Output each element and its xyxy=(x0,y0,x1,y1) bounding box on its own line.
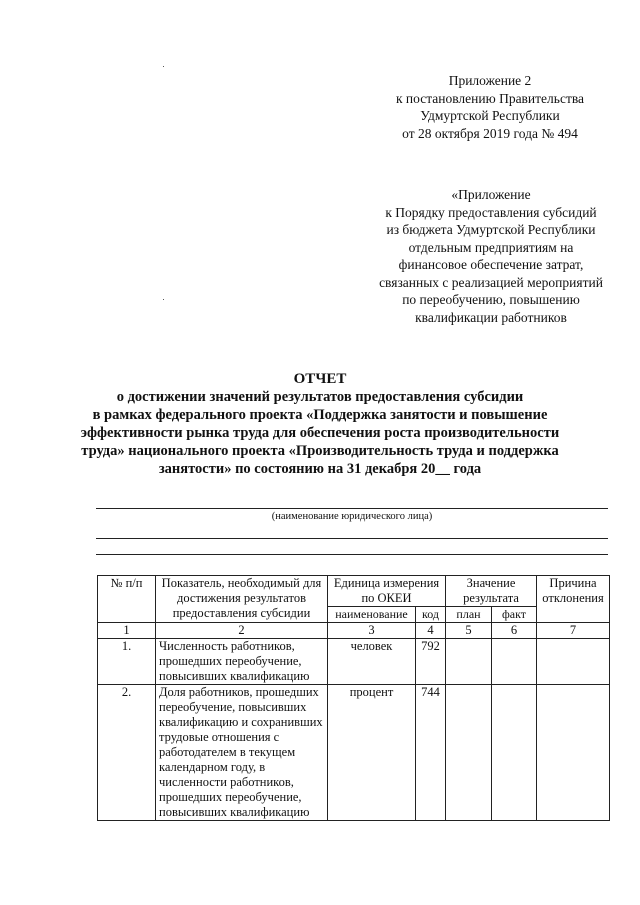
header-unit-code: код xyxy=(416,607,446,623)
blank-line xyxy=(96,538,608,539)
header-num: № п/п xyxy=(98,576,156,623)
header-value: Значение результата xyxy=(446,576,537,607)
row-reason xyxy=(537,639,610,685)
row-unit-code: 792 xyxy=(416,639,446,685)
appendix-order-line: отдельным предприятиям на xyxy=(408,239,574,255)
column-number: 5 xyxy=(446,623,492,639)
table-header-row xyxy=(98,576,610,607)
row-fact xyxy=(492,639,537,685)
row-num: 1. xyxy=(98,639,156,685)
header-fact: факт xyxy=(492,607,537,623)
appendix-2-line: Приложение 2 xyxy=(448,73,532,88)
row-unit-name: человек xyxy=(328,639,416,685)
header-unit: Единица измерения по ОКЕИ xyxy=(328,576,446,607)
column-number: 7 xyxy=(537,623,610,639)
report-heading: ОТЧЕТ xyxy=(293,371,347,387)
blank-line xyxy=(96,554,608,555)
row-fact xyxy=(492,685,537,821)
row-reason xyxy=(537,685,610,821)
appendix-order-line: из бюджета Удмуртской Республики xyxy=(386,222,596,237)
appendix-2-line: Удмуртской Республики xyxy=(420,108,560,123)
scan-speck xyxy=(163,299,164,300)
report-title-line: эффективности рынка труда для обеспечения роста производительности xyxy=(80,425,560,441)
row-indicator: Численность работников, прошедших переобучение, повысивших квалификацию xyxy=(156,639,328,685)
header-reason: Причина отклонения xyxy=(537,576,610,623)
scan-speck xyxy=(163,66,164,67)
appendix-order-line: связанных с реализацией мероприятий xyxy=(379,274,603,290)
appendix-order-line: квалификации работников xyxy=(415,309,567,325)
appendix-order-block xyxy=(362,186,620,326)
appendix-order-line: к Порядку предоставления субсидий xyxy=(385,204,597,220)
appendix-2-line: от 28 октября 2019 года № 494 xyxy=(402,125,578,141)
column-number: 1 xyxy=(98,623,156,639)
column-number: 2 xyxy=(156,623,328,639)
appendix-order-line: финансовое обеспечение затрат, xyxy=(398,257,584,272)
header-indicator: Показатель, необходимый для достижения результатов предоставления субсидии xyxy=(156,576,328,623)
row-plan xyxy=(446,685,492,821)
table-row xyxy=(98,639,610,685)
appendix-2-block xyxy=(370,72,610,142)
report-title-line: занятости» по состоянию на 31 декабря 20__ года xyxy=(158,461,482,477)
entity-name-caption: (наименование юридического лица) xyxy=(271,511,433,522)
column-number: 4 xyxy=(416,623,446,639)
entity-name-line xyxy=(96,508,608,509)
row-indicator: Доля работников, прошедших переобучение, повысивших квалификацию и сохранивших трудовые отношения с работодателем в текущем календарном году, в численности работников, прошедших переобучение, повысивших квалификацию xyxy=(156,685,328,821)
column-number: 3 xyxy=(328,623,416,639)
column-number-row xyxy=(98,623,610,639)
appendix-order-line: по переобучению, повышению xyxy=(402,292,580,307)
table-row xyxy=(98,685,610,821)
header-plan: план xyxy=(446,607,492,623)
appendix-order-line: «Приложение xyxy=(451,187,531,202)
report-title-line: труда» национального проекта «Производительность труда и поддержка xyxy=(81,443,559,459)
report-table xyxy=(97,575,610,821)
report-title-line: о достижении значений результатов предоставления субсидии xyxy=(116,389,524,405)
row-plan xyxy=(446,639,492,685)
column-number: 6 xyxy=(492,623,537,639)
appendix-2-line: к постановлению Правительства xyxy=(395,90,585,106)
report-title-line: в рамках федерального проекта «Поддержка занятости и повышение xyxy=(92,407,548,423)
row-num: 2. xyxy=(98,685,156,821)
report-title xyxy=(80,370,560,478)
header-unit-name: наименование xyxy=(328,607,416,623)
row-unit-name: процент xyxy=(328,685,416,821)
row-unit-code: 744 xyxy=(416,685,446,821)
